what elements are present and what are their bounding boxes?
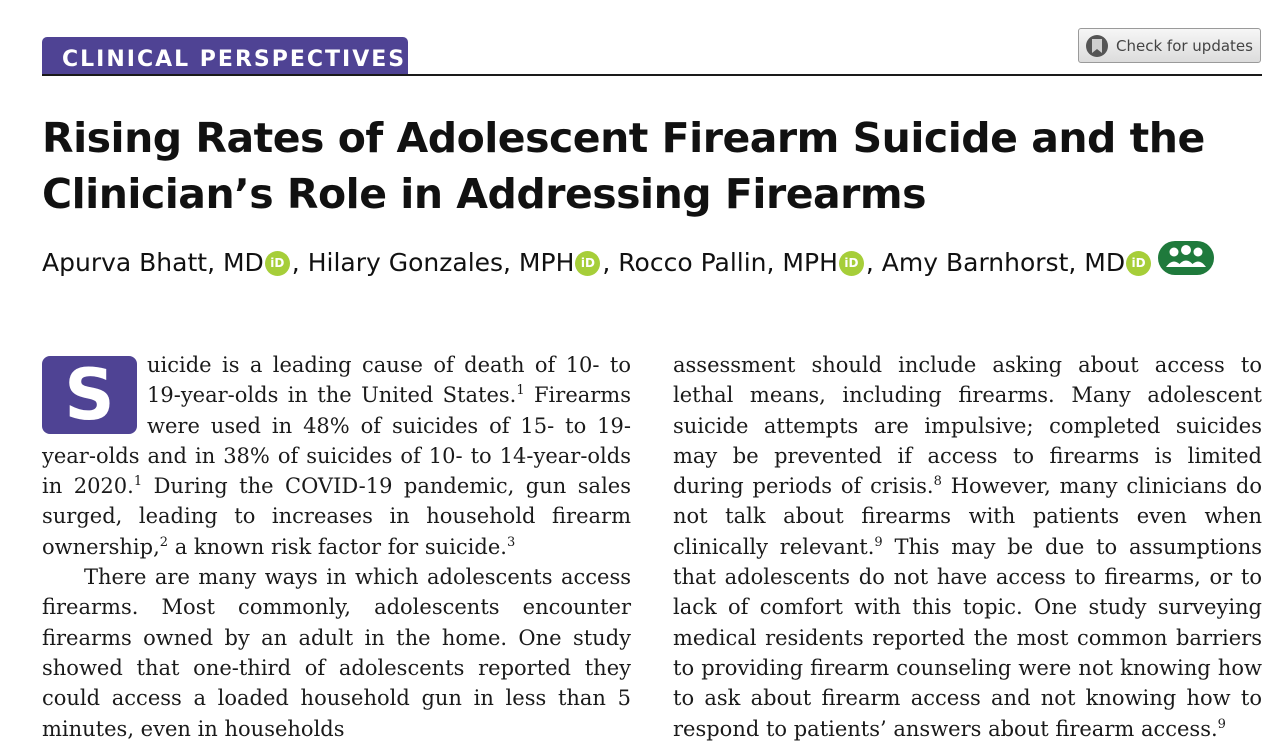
citation-link[interactable]: 1: [133, 474, 143, 490]
text-run: This may be due to assumptions that adolescents do not have access to firearms, or to lack of comfort with this topic. One study surveying medical residents reported the most common barriers to providing firearm counseling were not knowing how to ask about firearm access and not knowing how to respond to patients’ answers about firearm access.: [673, 534, 1263, 741]
text-run: However, many clinicians do not talk about firearms with patients even when clinically relevant.: [673, 474, 1262, 559]
bookmark-icon: [1086, 35, 1108, 57]
author-separator: ,: [291, 248, 308, 277]
author-name[interactable]: Apurva Bhatt, MD: [42, 248, 264, 277]
author-separator: ,: [865, 248, 882, 277]
orcid-icon[interactable]: iD: [575, 251, 600, 276]
article-title: Rising Rates of Adolescent Firearm Suicide and the Clinician’s Role in Addressing Firearms: [42, 114, 1205, 218]
citation-link[interactable]: 8: [933, 474, 942, 490]
author-name[interactable]: Hilary Gonzales, MPH: [307, 248, 575, 277]
citation-link[interactable]: 1: [516, 383, 525, 399]
orcid-icon[interactable]: iD: [839, 251, 864, 276]
left-column: [42, 350, 631, 744]
group-icon[interactable]: [1157, 240, 1215, 286]
check-for-updates-button[interactable]: [1078, 28, 1261, 63]
text-run: assessment should include asking about access to lethal means, including firearms. Many adolescent suicide attempts are impulsive; completed suicides may be prevented if access to firearms is limited during periods of crisis.: [673, 353, 1262, 499]
section-label: CLINICAL PERSPECTIVES: [42, 37, 408, 76]
right-column: [673, 350, 1262, 744]
check-for-updates-label: Check for updates: [1116, 36, 1253, 55]
text-run: During the COVID-19 pandemic, gun sales surged, leading to increases in household firearm ownership,: [42, 474, 631, 559]
paragraph: [673, 350, 1262, 744]
text-run: a known risk factor for suicide.: [168, 534, 507, 559]
author-name[interactable]: Amy Barnhorst, MD: [881, 248, 1126, 277]
author-list: [42, 240, 1272, 286]
orcid-icon[interactable]: iD: [1126, 251, 1151, 276]
text-run: uicide is a leading cause of death of 10- to 19-year-olds in the United States.: [147, 353, 631, 408]
author-name[interactable]: Rocco Pallin, MPH: [618, 248, 838, 277]
citation-link[interactable]: 2: [159, 534, 169, 550]
paragraph: [42, 350, 631, 562]
author-separator: ,: [602, 248, 619, 277]
paragraph: There are many ways in which adolescents access firearms. Most commonly, adolescents encounter firearms owned by an adult in the home. One study showed that one-third of adolescents reported they could access a loaded household gun in less than 5 minutes, even in households: [42, 565, 631, 741]
citation-link[interactable]: 9: [1217, 716, 1226, 732]
drop-cap: S: [42, 356, 137, 434]
citation-link[interactable]: 9: [874, 534, 883, 550]
header-rule: [42, 74, 1262, 76]
text-run: Firearms were used in 48% of suicides of 15- to 19-year-olds and in 38% of suicides of 10- to 14-year-olds in 2020.: [42, 383, 631, 499]
orcid-icon[interactable]: iD: [265, 251, 290, 276]
citation-link[interactable]: 3: [506, 534, 516, 550]
